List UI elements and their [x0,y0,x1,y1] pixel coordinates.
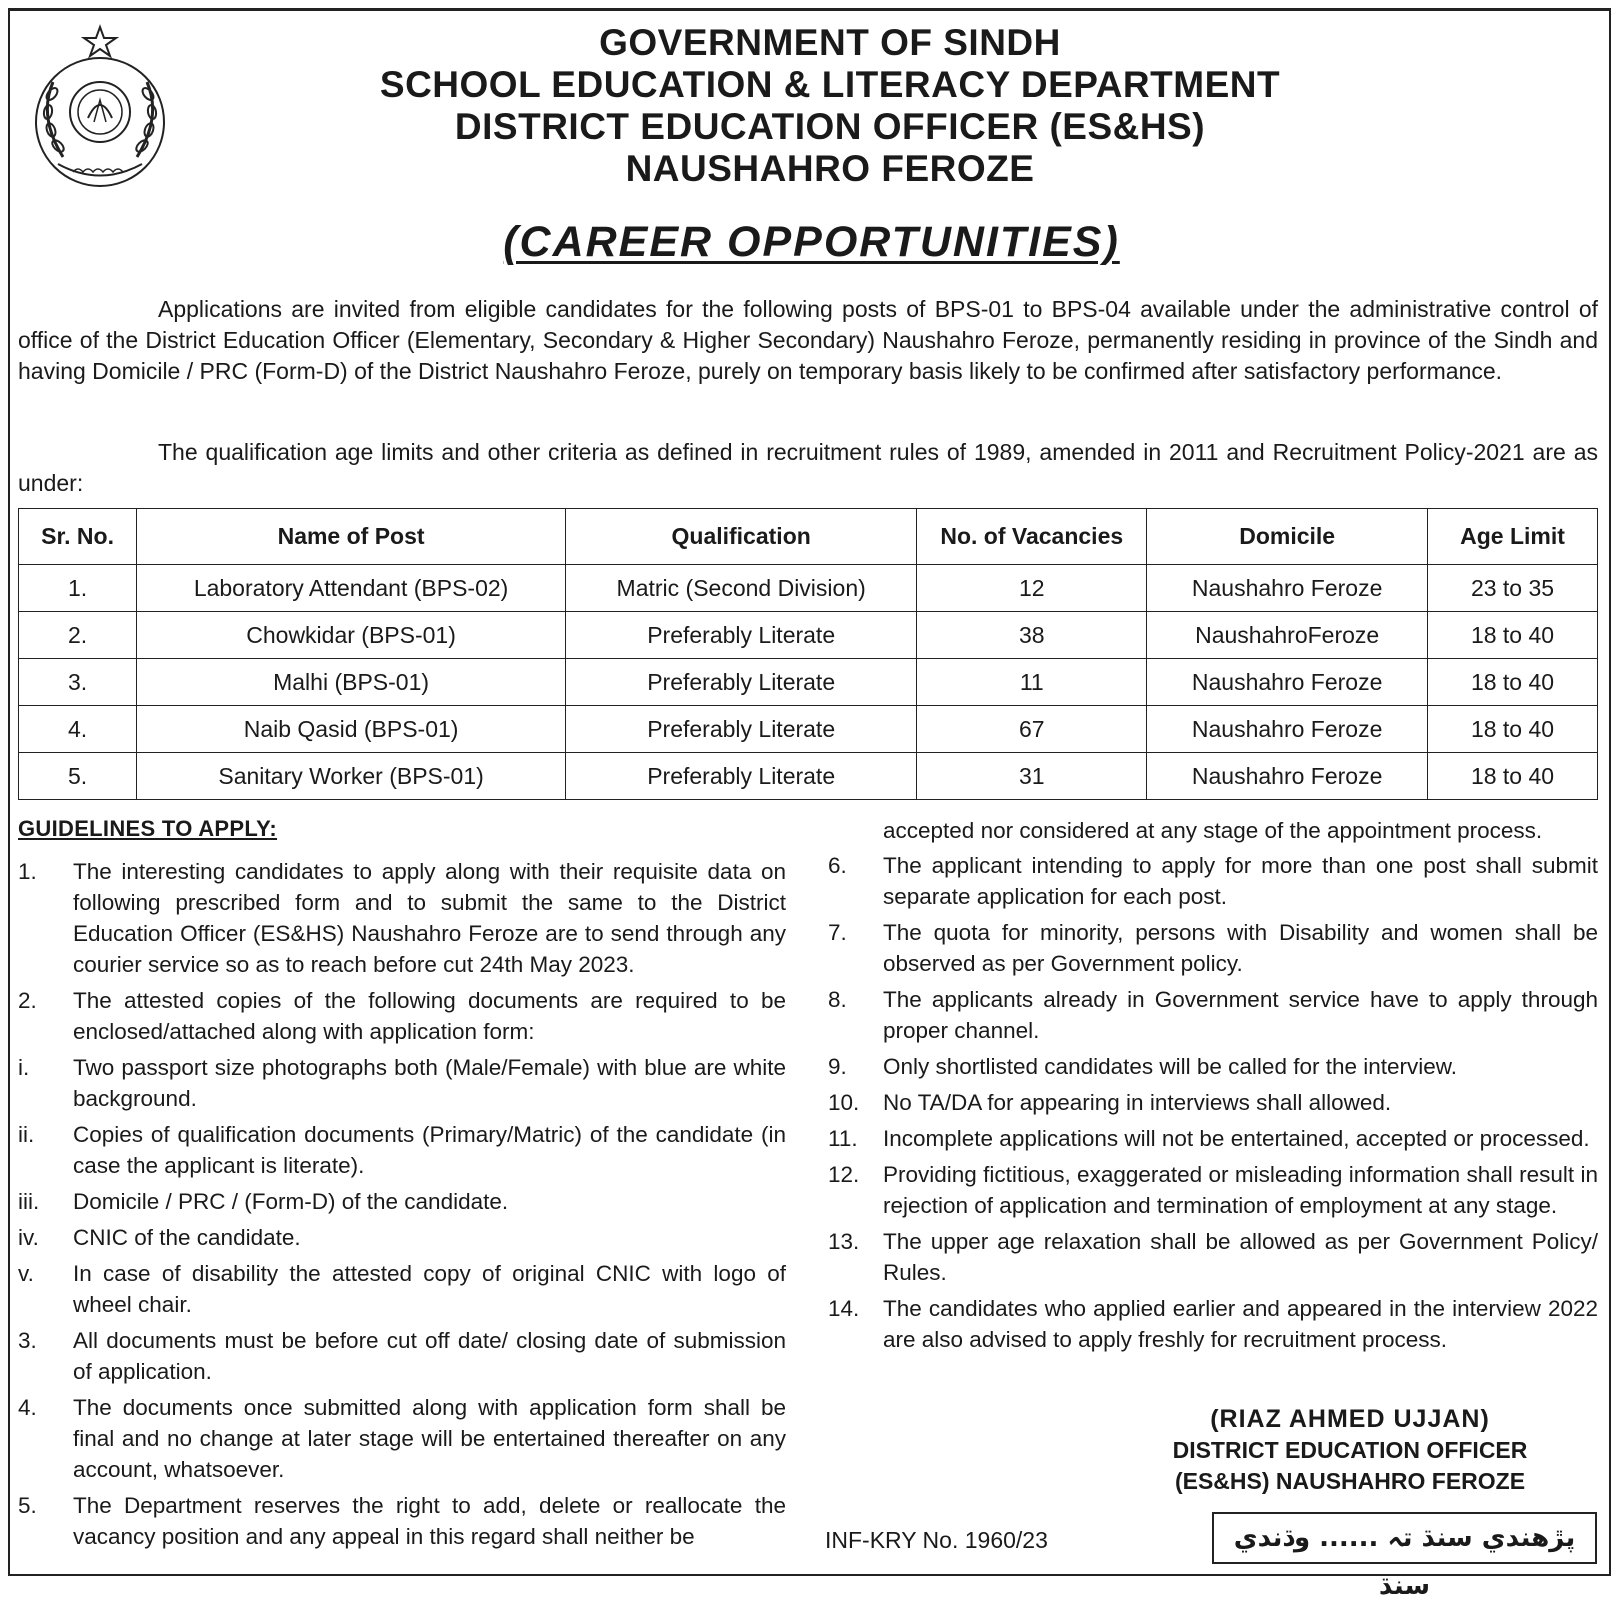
office-title: DISTRICT EDUCATION OFFICER (ES&HS) [454,106,1206,147]
item-text: Providing fictitious, exaggerated or misleading information shall result in rejection of application and termination of employment at any stage. [883,1162,1598,1218]
item-number: 6. [828,853,847,878]
item-text: The applicants already in Government service have to apply through proper channel. [883,987,1598,1043]
list-item [828,1159,1598,1221]
cell-age-limit: 18 to 40 [1428,659,1598,706]
item-text: CNIC of the candidate. [73,1225,301,1250]
cell-domicile: Naushahro Feroze [1147,659,1428,706]
item-number: 9. [828,1054,847,1079]
government-title: GOVERNMENT OF SINDH [599,22,1061,63]
officer-office: (ES&HS) NAUSHAHRO FEROZE [1174,1468,1526,1494]
cell-sr-no: 3. [19,659,137,706]
cell-vacancies: 31 [917,753,1147,800]
item-number: iv. [18,1225,39,1250]
item-text: In case of disability the attested copy of original CNIC with logo of wheel chair. [73,1261,786,1317]
guidelines-right-column [828,850,1598,1360]
officer-designation: DISTRICT EDUCATION OFFICER [1172,1437,1528,1463]
vacancies-table [18,508,1598,800]
table-row [19,612,1598,659]
item-text: All documents must be before cut off date/ closing date of submission of application. [73,1328,786,1384]
cell-post: Naib Qasid (BPS-01) [137,706,566,753]
cell-qualification: Preferably Literate [566,753,917,800]
sindhi-slogan-box: پڙهندي سنڌ تہ ...... وڌندي سنڌ [1212,1512,1597,1564]
list-item [828,1087,1598,1118]
item-number: 13. [828,1229,860,1254]
item-number: 12. [828,1162,860,1187]
table-header-row [19,509,1598,565]
item-text: The interesting candidates to apply along with their requisite data on following prescribed form and to submit the same to the District Education Officer (ES&HS) Naushahro Feroze are to send through any courier service so as to reach before cut 24th May 2023. [73,859,786,977]
item-text: Domicile / PRC / (Form-D) of the candidate. [73,1189,509,1214]
list-item [18,856,786,980]
cell-sr-no: 5. [19,753,137,800]
cell-domicile: Naushahro Feroze [1147,753,1428,800]
list-item [18,985,786,1047]
cell-qualification: Preferably Literate [566,612,917,659]
cell-post: Chowkidar (BPS-01) [137,612,566,659]
cell-age-limit: 18 to 40 [1428,706,1598,753]
list-item [828,1226,1598,1288]
cell-domicile: NaushahroFeroze [1147,612,1428,659]
intro-paragraph-2: The qualification age limits and other criteria as defined in recruitment rules of 1989, amended in 2011 and Recruitment Policy-2021 are as under: [18,439,1598,496]
cell-sr-no: 2. [19,612,137,659]
career-opportunities-text: (CAREER OPPORTUNITIES) [503,218,1120,266]
item-text: Incomplete applications will not be entertained, accepted or processed. [883,1126,1590,1151]
header-name-of-post: Name of Post [137,509,566,565]
item-number: iii. [18,1189,40,1214]
career-opportunities-heading [0,218,1623,267]
cell-vacancies: 11 [917,659,1147,706]
item-number: i. [18,1055,30,1080]
list-item [828,1051,1598,1082]
item-text: The upper age relaxation shall be allowed as per Government Policy/ Rules. [883,1229,1598,1285]
list-item [18,1490,786,1552]
guidelines-left-column [18,856,786,1557]
list-item [18,1258,786,1320]
item-number: 4. [18,1395,37,1420]
cell-age-limit: 23 to 35 [1428,565,1598,612]
intro-paragraph-1: Applications are invited from eligible candidates for the following posts of BPS-01 to BPS-04 available under the administrative control of office of the District Education Officer (Elementary, Secondary & Higher Secondary) Naushahro Feroze, permanently residing in province of the Sindh and having Domicile / PRC (Form-D) of the District Naushahro Feroze, purely on temporary basis likely to be confirmed after satisfactory performance. [18,296,1598,384]
item-number: 5. [18,1493,37,1518]
list-item [18,1119,786,1181]
item-text: Two passport size photographs both (Male/Female) with blue are white background. [73,1055,786,1111]
item-number: 11. [828,1126,858,1151]
header [300,22,1360,190]
list-item [18,1186,786,1217]
list-item [18,1052,786,1114]
list-item [828,1293,1598,1355]
header-vacancies: No. of Vacancies [917,509,1147,565]
cell-vacancies: 12 [917,565,1147,612]
item-number: 8. [828,987,847,1012]
item-number: 2. [18,988,37,1013]
item-number: v. [18,1261,34,1286]
cell-age-limit: 18 to 40 [1428,753,1598,800]
signature-block [1120,1404,1580,1497]
list-item [18,1222,786,1253]
cell-domicile: Naushahro Feroze [1147,706,1428,753]
list-item [828,850,1598,912]
item-text: The quota for minority, persons with Disability and women shall be observed as per Government policy. [883,920,1598,976]
item-text: Only shortlisted candidates will be called for the interview. [883,1054,1458,1079]
item-number: 1. [18,859,37,884]
cell-vacancies: 38 [917,612,1147,659]
item-text: The attested copies of the following documents are required to be enclosed/attached along with application form: [73,988,786,1044]
officer-name: (RIAZ AHMED UJJAN) [1210,1405,1490,1433]
sindh-seal-icon [18,22,183,192]
list-item [828,984,1598,1046]
header-domicile: Domicile [1147,509,1428,565]
cell-domicile: Naushahro Feroze [1147,565,1428,612]
department-title: SCHOOL EDUCATION & LITERACY DEPARTMENT [379,64,1281,105]
cell-qualification: Preferably Literate [566,706,917,753]
item-text: The documents once submitted along with application form shall be final and no change at later stage will be entertained thereafter on any account, whatsoever. [73,1395,786,1482]
district-title: NAUSHAHRO FEROZE [625,148,1035,189]
item-text: The Department reserves the right to add, delete or reallocate the vacancy position and any appeal in this regard shall neither be [73,1493,786,1549]
list-item [18,1325,786,1387]
item-number: 7. [828,920,847,945]
cell-post: Laboratory Attendant (BPS-02) [137,565,566,612]
cell-post: Malhi (BPS-01) [137,659,566,706]
cell-age-limit: 18 to 40 [1428,612,1598,659]
cell-sr-no: 4. [19,706,137,753]
inf-reference-number: INF-KRY No. 1960/23 [825,1527,1048,1553]
list-item [828,1123,1598,1154]
item-number: 10. [828,1090,860,1115]
cell-qualification: Matric (Second Division) [566,565,917,612]
cell-post: Sanitary Worker (BPS-01) [137,753,566,800]
item-text: No TA/DA for appearing in interviews shall allowed. [883,1090,1392,1115]
guidelines-title: GUIDELINES TO APPLY: [18,816,278,841]
item-number: 14. [828,1296,860,1321]
cell-sr-no: 1. [19,565,137,612]
header-sr-no: Sr. No. [19,509,137,565]
list-item [18,1392,786,1485]
item-text: Copies of qualification documents (Primary/Matric) of the candidate (in case the applicant is literate). [73,1122,786,1178]
header-qualification: Qualification [566,509,917,565]
item-number: ii. [18,1122,35,1147]
header-age-limit: Age Limit [1428,509,1598,565]
item-text: The applicant intending to apply for more than one post shall submit separate application for each post. [883,853,1598,909]
cell-vacancies: 67 [917,706,1147,753]
item-text: The candidates who applied earlier and appeared in the interview 2022 are also advised to apply freshly for recruitment process. [883,1296,1598,1352]
list-item [828,917,1598,979]
cell-qualification: Preferably Literate [566,659,917,706]
table-row [19,753,1598,800]
item-number: 3. [18,1328,37,1353]
table-row [19,565,1598,612]
table-row [19,659,1598,706]
table-row [19,706,1598,753]
guideline-continuation: accepted nor considered at any stage of the appointment process. [883,818,1543,843]
